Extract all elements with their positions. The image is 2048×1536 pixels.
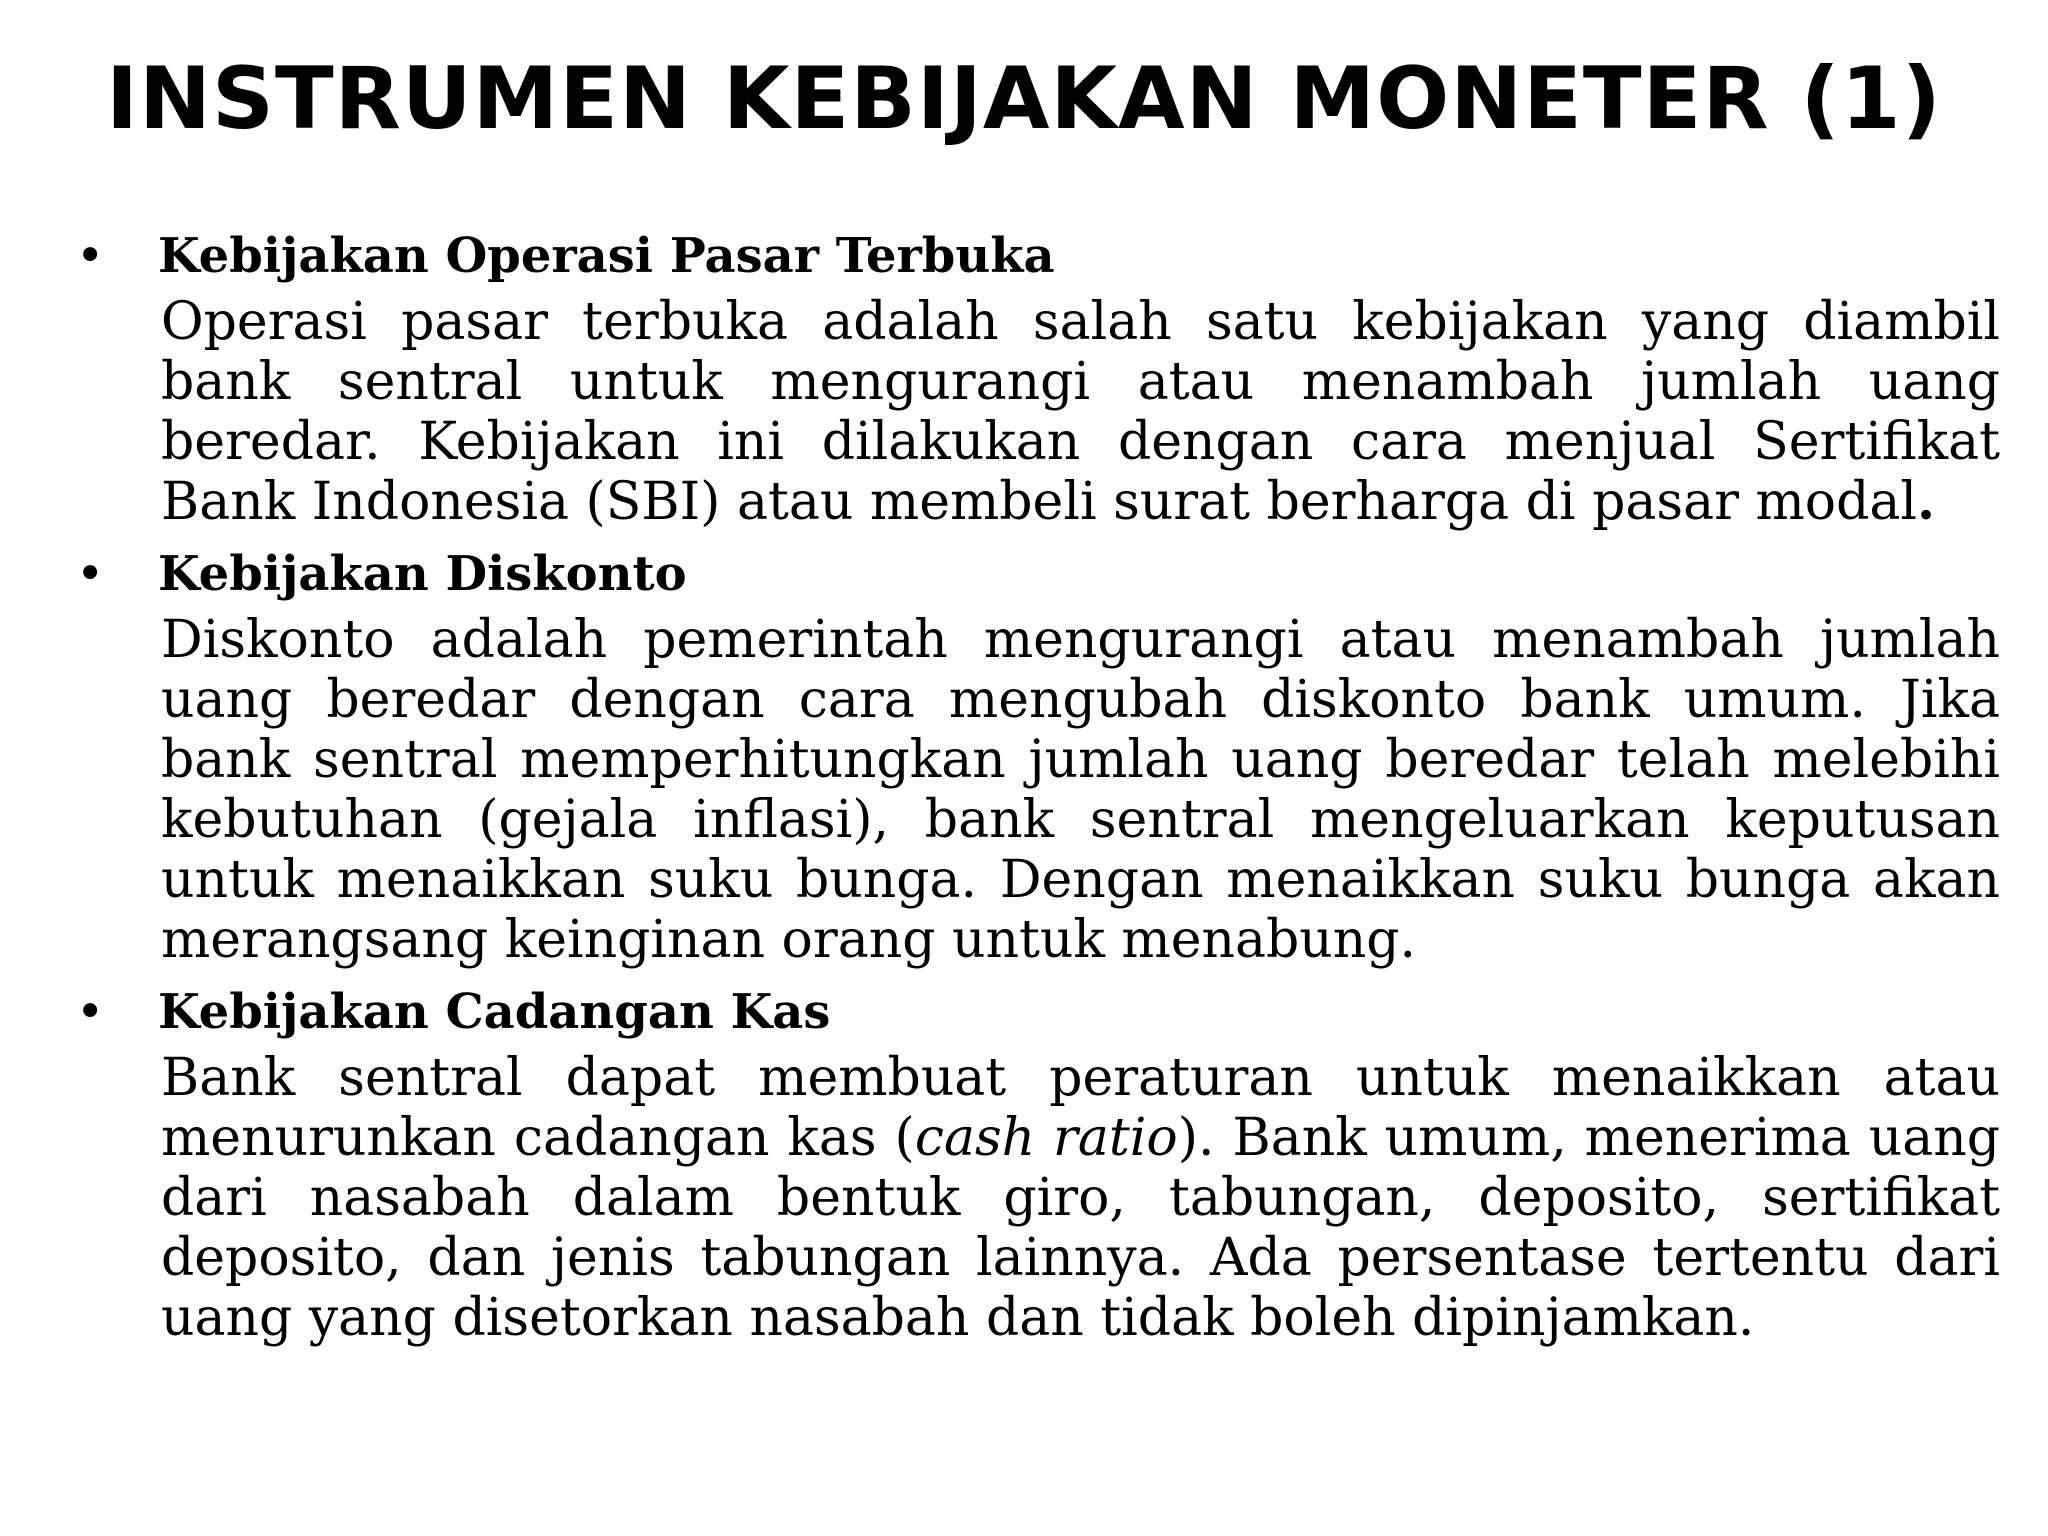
section-body-text: ). Bank umum, menerima uang dari nasabah dalam bentuk giro, tabungan, deposito, sertifikat deposito, dan jenis tabungan lainnya. Ada persentase tertentu dari uang yang disetorkan nasabah dan tidak boleh dipinjamkan.: [161, 1108, 2000, 1348]
section-heading: Kebijakan Operasi Pasar Terbuka: [158, 228, 1055, 284]
section-body-text: Bank sentral dapat membuat peraturan untuk menaikkan atau menurunkan cadangan kas (: [161, 1048, 2000, 1168]
slide-content: [76, 222, 2000, 1356]
section-heading: Kebijakan Cadangan Kas: [158, 984, 831, 1040]
section-heading: Kebijakan Diskonto: [158, 546, 687, 602]
section-cadangan-kas: [76, 978, 2000, 1348]
bullet-marker: •: [76, 984, 105, 1040]
section-body: [161, 292, 2000, 532]
bullet-marker: •: [76, 228, 105, 284]
section-operasi-pasar-terbuka: [76, 222, 2000, 532]
section-heading-row: [76, 978, 1996, 1046]
slide-title: INSTRUMEN KEBIJAKAN MONETER (1): [106, 49, 1942, 149]
section-body-italic-term: cash ratio: [914, 1108, 1178, 1168]
section-heading-row: [76, 540, 1996, 608]
section-body: Diskonto adalah pemerintah mengurangi atau menambah jumlah uang beredar dengan cara mengubah diskonto bank umum. Jika bank sentral memperhitungkan jumlah uang beredar telah melebihi kebutuhan (gejala inflasi), bank sentral mengeluarkan keputusan untuk menaikkan suku bunga. Dengan menaikkan suku bunga akan merangsang keinginan orang untuk menabung.: [161, 610, 2000, 970]
bullet-marker: •: [76, 546, 105, 602]
section-diskonto: [76, 540, 2000, 970]
section-body-text: Operasi pasar terbuka adalah salah satu kebijakan yang diambil bank sentral untuk mengurangi atau menambah jumlah uang beredar. Kebijakan ini dilakukan dengan cara menjual Sertifikat Bank Indonesia (SBI) atau membeli surat berharga di pasar modal: [161, 292, 2000, 532]
section-body: [161, 1048, 2000, 1348]
section-body-end: .: [1917, 471, 1936, 532]
section-heading-row: [76, 222, 1996, 290]
